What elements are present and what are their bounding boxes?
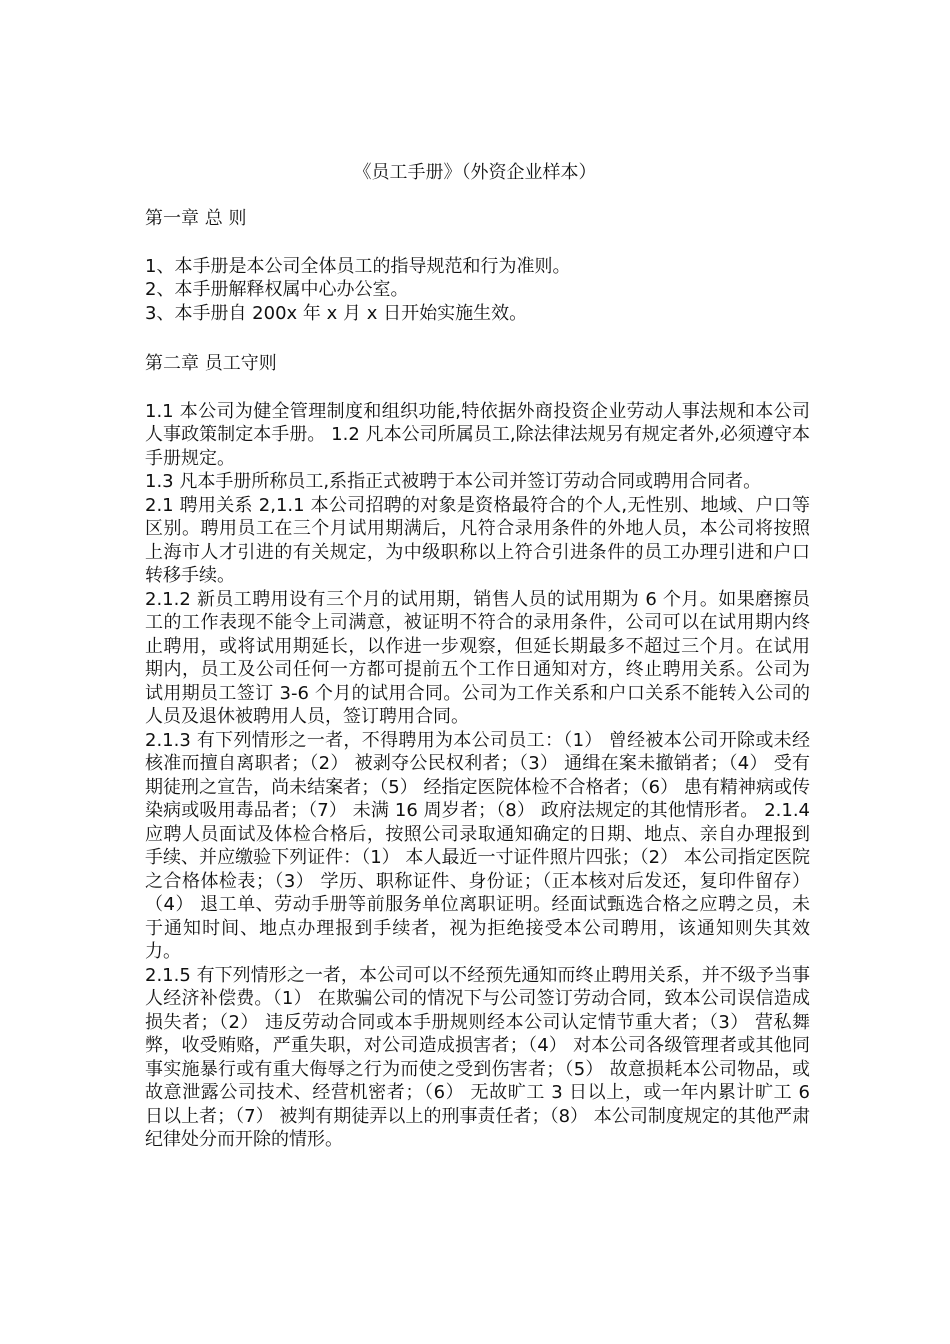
list-item: 3、本手册自 200x 年 x 月 x 日开始实施生效。 <box>145 302 528 324</box>
chapter-1-list <box>145 255 810 326</box>
chapter-2-body <box>145 400 810 1152</box>
chapter-1-heading: 第一章 总 则 <box>145 208 247 229</box>
paragraph: 2.1.2 新员工聘用设有三个月的试用期，销售人员的试用期为 6 个月。如果磨擦员工的工作表现不能令上司满意，被证明不符合的录用条件，公司可以在试用期内终止聘用，或将试用期延长，以作进一步观察，但延长期最多不超过三个月。在试用期内，员工及公司任何一方都可提前五个工作日通知对方，终止聘用关系。公司为试用期员工签订 3-6 个月的试用合同。公司为工作关系和户口关系不能转入公司的人员及退休被聘用人员，签订聘用合同。 <box>145 588 810 727</box>
list-item: 1、本手册是本公司全体员工的指导规范和行为准则。 <box>145 255 571 277</box>
document-body <box>145 203 810 1152</box>
paragraph: 2.1 聘用关系 2,1.1 本公司招聘的对象是资格最符合的个人,无性别、地域、户口等区别。聘用员工在三个月试用期满后，凡符合录用条件的外地人员，本公司将按照上海市人才引进的有关规定，为中级职称以上符合引进条件的员工办理引进和户口转移手续。 <box>145 494 810 586</box>
paragraph: 1.3 凡本手册所称员工,系指正式被聘于本公司并签订劳动合同或聘用合同者。 <box>145 471 762 492</box>
list-item: 2、本手册解释权属中心办公室。 <box>145 279 409 300</box>
document-title: 《员工手册》（外资企业样本） <box>353 162 597 183</box>
paragraph: 2.1.5 有下列情形之一者，本公司可以不经预先通知而终止聘用关系，并不级予当事人经济补偿费。（1） 在欺骗公司的情况下与公司签订劳动合同，致本公司误信造成损失者；（2） 违反劳动合同或本手册规则经本公司认定情节重大者；（3） 营私舞弊，收受贿赂，严重失职，对公司造成损害者；（4） 对本公司各级管理者或其他同事实施暴行或有重大侮辱之行为而使之受到伤害者；（5） 故意损耗本公司物品，或故意泄露公司技术、经营机密者；（6） 无故旷工 3 日以上，或一年内累计旷工 6 日以上者；（7） 被判有期徒弄以上的刑事责任者；（8） 本公司制度规定的其他严肃纪律处分而开除的情形。 <box>145 964 810 1150</box>
paragraph: 1.1 本公司为健全管理制度和组织功能,特依据外商投资企业劳动人事法规和本公司人事政策制定本手册。 1.2 凡本公司所属员工,除法律法规另有规定者外,必须遵守本手册规定。 <box>145 400 810 469</box>
chapter-2-heading: 第二章 员工守则 <box>145 353 277 374</box>
paragraph: 2.1.3 有下列情形之一者，不得聘用为本公司员工：（1） 曾经被本公司开除或未经核准而擅自离职者；（2） 被剥夺公民权利者；（3） 通缉在案未撤销者；（4） 受有期徒刑之宣告，尚未结案者；（5） 经指定医院体检不合格者；（6） 患有精神病或传染病或吸用毒品者；（7） 未满 16 周岁者；（8） 政府法规定的其他情形者。 2.1.4 应聘人员面试及体检合格后，按照公司录取通知确定的日期、地点、亲自办理报到手续、并应缴验下列证件：（1） 本人最近一寸证件照片四张；（2） 本公司指定医院之合格体检表；（3） 学历、职称证件、身份证；（正本核对后发还，复印件留存）（4） 退工单、劳动手册等前服务单位离职证明。经面试甄选合格之应聘之员，未于通知时间、地点办理报到手续者，视为拒绝接受本公司聘用，该通知则失其效力。 <box>145 729 810 962</box>
